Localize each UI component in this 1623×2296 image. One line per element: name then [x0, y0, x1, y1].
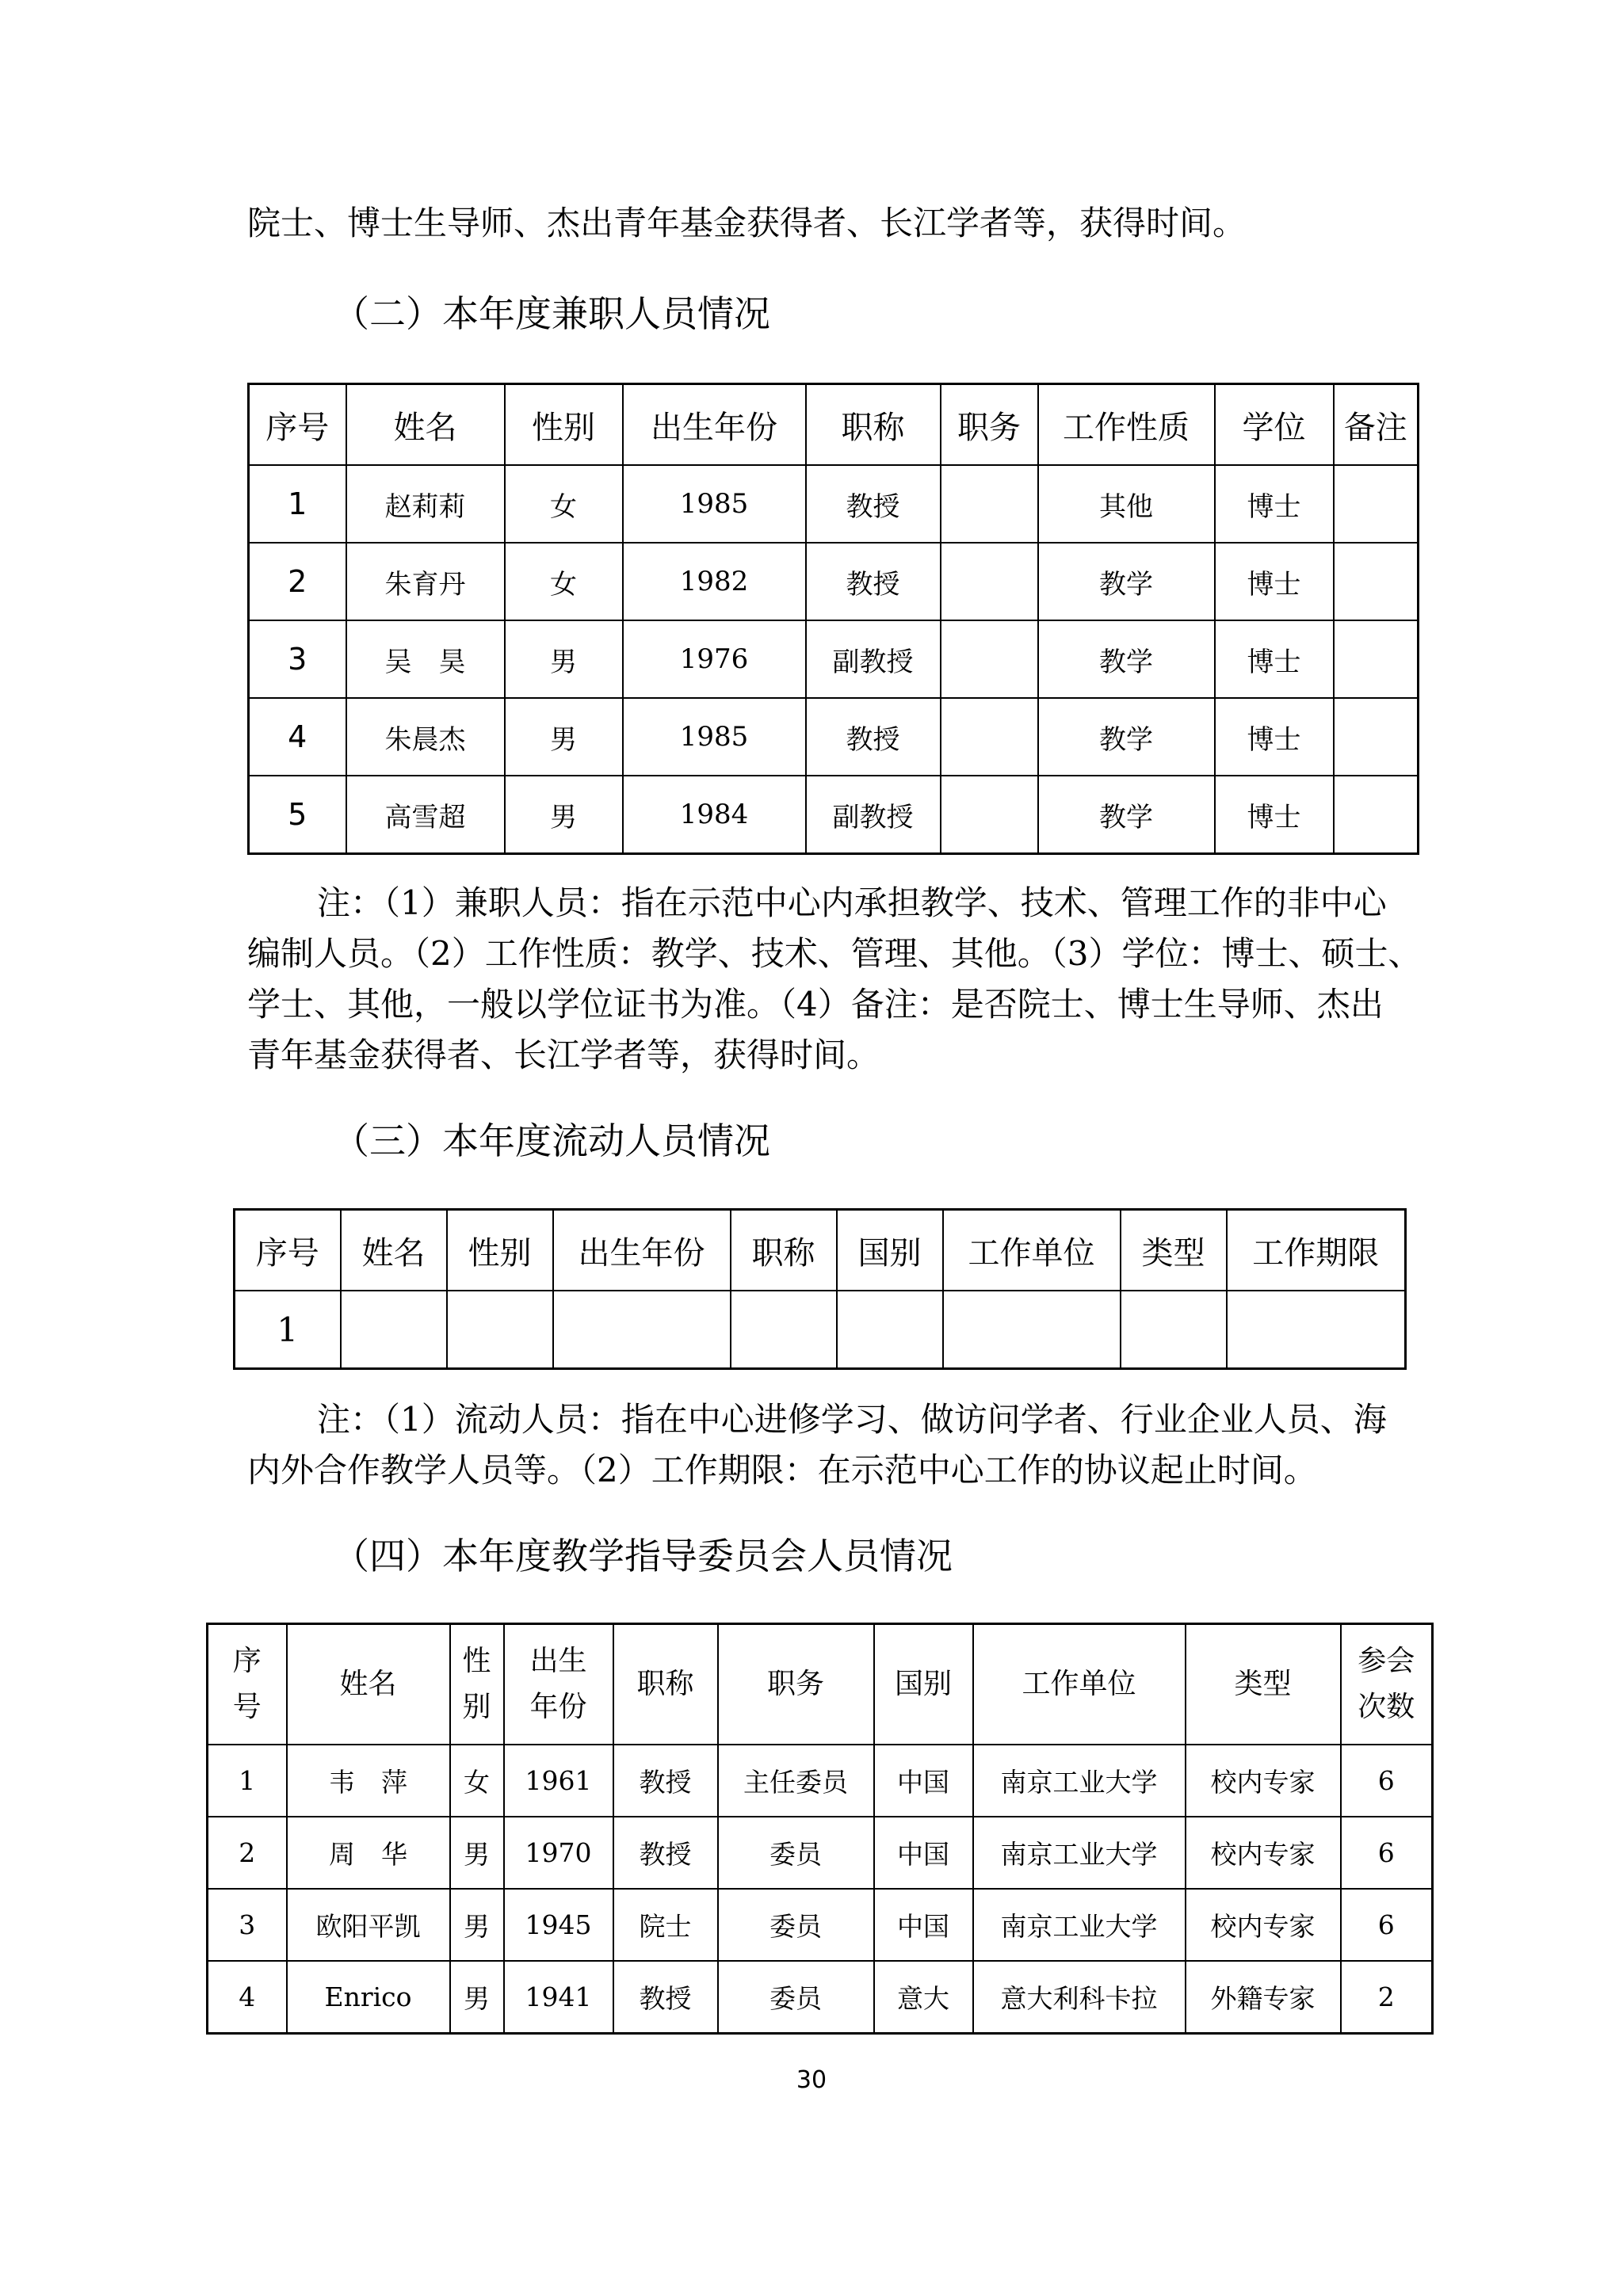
table-cell: 5: [249, 776, 346, 854]
table-cell: [553, 1291, 731, 1369]
table-cell: 男: [505, 776, 623, 854]
table-cell: 其他: [1038, 465, 1215, 543]
column-header-text: 姓名: [339, 1668, 397, 1700]
table-cell: [837, 1291, 943, 1369]
table-cell: 1961: [504, 1745, 613, 1817]
table-cell: 副教授: [806, 776, 941, 854]
table-cell: [1121, 1291, 1227, 1369]
table-cell: [941, 776, 1038, 854]
table-cell: 周 华: [287, 1817, 450, 1889]
table-cell: 中国: [874, 1889, 973, 1961]
table-cell: 教授: [806, 698, 941, 776]
table-cell: 教学: [1038, 543, 1215, 620]
table-cell: [1227, 1291, 1406, 1369]
committee-table: [206, 1623, 1434, 2035]
table-cell: [941, 620, 1038, 698]
table-cell: 6: [1341, 1745, 1433, 1817]
table-cell: [731, 1291, 837, 1369]
table-cell: 1941: [504, 1961, 613, 2034]
table-cell: 校内专家: [1186, 1889, 1341, 1961]
column-header-text: 国别: [894, 1668, 952, 1700]
column-header: 姓名: [346, 384, 505, 466]
table-cell: 3: [208, 1889, 287, 1961]
table-cell: [1334, 465, 1419, 543]
table-cell: 教授: [613, 1817, 718, 1889]
column-header: 类型: [1121, 1210, 1227, 1291]
table-cell: 博士: [1215, 776, 1334, 854]
column-header: 国别: [837, 1210, 943, 1291]
note-line: 内外合作教学人员等。（2）工作期限：在示范中心工作的协议起止时间。: [247, 1451, 1317, 1489]
table-cell: [943, 1291, 1121, 1369]
table-cell: 欧阳平凯: [287, 1889, 450, 1961]
table-row: [235, 1291, 1406, 1369]
table-row: [208, 1817, 1433, 1889]
table-cell: 中国: [874, 1745, 973, 1817]
column-header: [208, 1624, 287, 1745]
table-cell: 中国: [874, 1817, 973, 1889]
table-cell: 6: [1341, 1817, 1433, 1889]
column-header: [504, 1624, 613, 1745]
table-cell: 教学: [1038, 698, 1215, 776]
column-header-text: 别: [462, 1691, 491, 1723]
column-header: 职务: [941, 384, 1038, 466]
table-cell: 女: [505, 465, 623, 543]
section-heading-part-time: （二）本年度兼职人员情况: [333, 292, 770, 335]
table-cell: 1: [249, 465, 346, 543]
table-cell: 男: [450, 1889, 504, 1961]
table-cell: 教授: [806, 543, 941, 620]
column-header: 学位: [1215, 384, 1334, 466]
intro-text: 院士、博士生导师、杰出青年基金获得者、长江学者等，获得时间。: [247, 204, 1247, 242]
column-header: 出生年份: [623, 384, 806, 466]
table-cell: 校内专家: [1186, 1745, 1341, 1817]
table-cell: 教学: [1038, 776, 1215, 854]
table-cell: 南京工业大学: [973, 1889, 1186, 1961]
section-heading-committee: （四）本年度教学指导委员会人员情况: [333, 1535, 953, 1577]
table-cell: 男: [450, 1817, 504, 1889]
table-header-row: [235, 1210, 1406, 1291]
column-header: 姓名: [341, 1210, 447, 1291]
note-line: 注：（1）兼职人员：指在示范中心内承担教学、技术、管理工作的非中心: [317, 883, 1387, 922]
table-cell: 外籍专家: [1186, 1961, 1341, 2034]
column-header: [874, 1624, 973, 1745]
column-header-text: 职称: [636, 1668, 694, 1700]
part-time-staff-table: [247, 383, 1419, 855]
table-row: [249, 543, 1419, 620]
table-row: [249, 698, 1419, 776]
column-header: [287, 1624, 450, 1745]
column-header: [718, 1624, 874, 1745]
column-header-text: 次数: [1358, 1691, 1415, 1723]
column-header: 性别: [505, 384, 623, 466]
table-cell: 男: [505, 620, 623, 698]
table-cell: 意大利科卡拉: [973, 1961, 1186, 2034]
column-header: 工作期限: [1227, 1210, 1406, 1291]
table-cell: 博士: [1215, 543, 1334, 620]
table-cell: 1982: [623, 543, 806, 620]
table-header-row: [208, 1624, 1433, 1745]
table-cell: 南京工业大学: [973, 1817, 1186, 1889]
table-cell: 博士: [1215, 698, 1334, 776]
table-cell: Enrico: [287, 1961, 450, 2034]
column-header-text: 工作单位: [1022, 1668, 1136, 1700]
table-cell: 院士: [613, 1889, 718, 1961]
table-cell: 教授: [613, 1961, 718, 2034]
column-header: 序号: [249, 384, 346, 466]
table-row: [208, 1889, 1433, 1961]
table-cell: [447, 1291, 553, 1369]
column-header: [450, 1624, 504, 1745]
table-cell: 教授: [806, 465, 941, 543]
note-line: 青年基金获得者、长江学者等，获得时间。: [247, 1035, 880, 1074]
table-cell: 南京工业大学: [973, 1745, 1186, 1817]
table-cell: 4: [249, 698, 346, 776]
table-cell: [1334, 776, 1419, 854]
table-row: [249, 776, 1419, 854]
column-header-text: 性: [462, 1645, 491, 1677]
table-row: [208, 1961, 1433, 2034]
table-cell: 吴 昊: [346, 620, 505, 698]
column-header-text: 号: [232, 1691, 262, 1723]
table-cell: [341, 1291, 447, 1369]
column-header-text: 类型: [1234, 1668, 1292, 1700]
table-cell: 委员: [718, 1961, 874, 2034]
note-line: 学士、其他，一般以学位证书为准。（4）备注：是否院士、博士生导师、杰出: [247, 985, 1384, 1024]
table-cell: 赵莉莉: [346, 465, 505, 543]
table-cell: 1945: [504, 1889, 613, 1961]
table-cell: [1334, 698, 1419, 776]
table-cell: 委员: [718, 1889, 874, 1961]
table-cell: 1985: [623, 698, 806, 776]
visiting-staff-table: [233, 1208, 1407, 1370]
column-header: [1186, 1624, 1341, 1745]
table-cell: 2: [1341, 1961, 1433, 2034]
column-header: [613, 1624, 718, 1745]
table-cell: 男: [505, 698, 623, 776]
table-cell: [941, 698, 1038, 776]
table-cell: 1: [235, 1291, 341, 1369]
column-header: 工作单位: [943, 1210, 1121, 1291]
column-header: 出生年份: [553, 1210, 731, 1291]
table-cell: 朱育丹: [346, 543, 505, 620]
column-header-text: 年份: [529, 1691, 587, 1723]
table-cell: 主任委员: [718, 1745, 874, 1817]
table-cell: 1970: [504, 1817, 613, 1889]
table-cell: [1334, 620, 1419, 698]
table-cell: 女: [450, 1745, 504, 1817]
table-row: [208, 1745, 1433, 1817]
table-header-row: [249, 384, 1419, 466]
note-line: 编制人员。（2）工作性质：教学、技术、管理、其他。（3）学位：博士、硕士、: [247, 934, 1422, 973]
column-header-text: 参会: [1358, 1645, 1415, 1677]
note-line: 注：（1）流动人员：指在中心进修学习、做访问学者、行业企业人员、海: [317, 1400, 1387, 1439]
column-header-text: 序: [232, 1645, 262, 1677]
table-cell: [941, 543, 1038, 620]
table-cell: 1984: [623, 776, 806, 854]
table-cell: 校内专家: [1186, 1817, 1341, 1889]
column-header: 序号: [235, 1210, 341, 1291]
table-cell: 男: [450, 1961, 504, 2034]
table-cell: 2: [249, 543, 346, 620]
table-cell: 朱晨杰: [346, 698, 505, 776]
table-row: [249, 620, 1419, 698]
table-cell: 2: [208, 1817, 287, 1889]
table-cell: 1: [208, 1745, 287, 1817]
table-cell: 6: [1341, 1889, 1433, 1961]
column-header: 职称: [731, 1210, 837, 1291]
table-cell: 教授: [613, 1745, 718, 1817]
table-cell: 委员: [718, 1817, 874, 1889]
column-header-text: 出生: [529, 1645, 587, 1677]
table-row: [249, 465, 1419, 543]
column-header: [973, 1624, 1186, 1745]
table-cell: 1976: [623, 620, 806, 698]
table-cell: 博士: [1215, 620, 1334, 698]
section-heading-visiting: （三）本年度流动人员情况: [333, 1119, 770, 1162]
table-cell: 意大: [874, 1961, 973, 2034]
page-number: 30: [796, 2066, 827, 2094]
table-cell: 韦 萍: [287, 1745, 450, 1817]
column-header: 工作性质: [1038, 384, 1215, 466]
table-cell: 教学: [1038, 620, 1215, 698]
table-cell: 高雪超: [346, 776, 505, 854]
column-header: 职称: [806, 384, 941, 466]
table-cell: 博士: [1215, 465, 1334, 543]
table-cell: 4: [208, 1961, 287, 2034]
table-cell: [941, 465, 1038, 543]
table-cell: 3: [249, 620, 346, 698]
column-header-text: 职务: [766, 1668, 824, 1700]
table-cell: 女: [505, 543, 623, 620]
table-cell: 1985: [623, 465, 806, 543]
table-cell: [1334, 543, 1419, 620]
column-header: [1341, 1624, 1433, 1745]
table-cell: 副教授: [806, 620, 941, 698]
column-header: 性别: [447, 1210, 553, 1291]
column-header: 备注: [1334, 384, 1419, 466]
